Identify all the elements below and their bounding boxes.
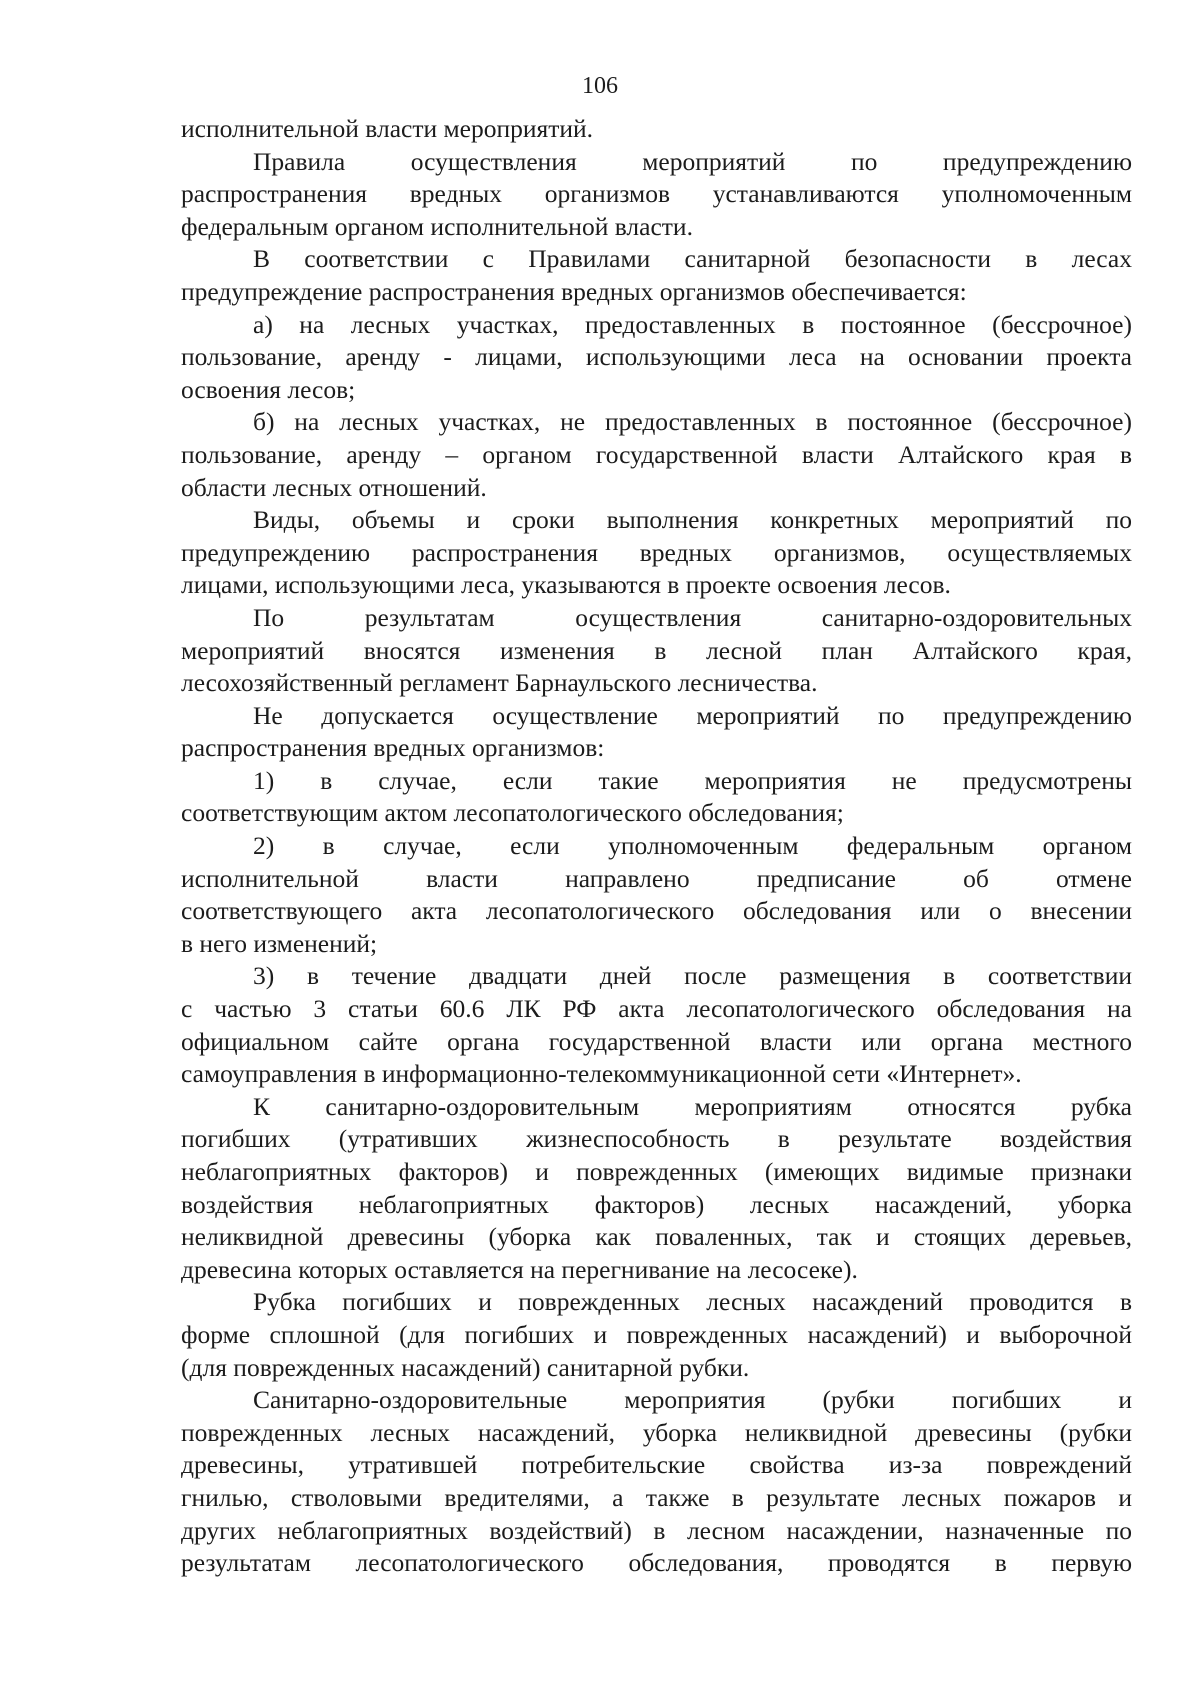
text-line: погибших (утративших жизнеспособность в результате воздействия [181, 1124, 1132, 1154]
text-line: распространения вредных организмов устанавливаются уполномоченным [181, 179, 1132, 209]
text-line: освоения лесов; [181, 374, 356, 404]
text-line: По результатам осуществления санитарно-оздоровительных [253, 602, 1132, 632]
text-line: 3) в течение двадцати дней после размещения в соответствии [253, 961, 1132, 991]
text-line: Санитарно-оздоровительные мероприятия (рубки погибших и [253, 1385, 1132, 1415]
text-line: форме сплошной (для погибших и поврежденных насаждений) и выборочной [181, 1319, 1132, 1349]
text-line: соответствующим актом лесопатологического обследования; [181, 798, 844, 828]
text-line: 1) в случае, если такие мероприятия не предусмотрены [253, 765, 1132, 795]
text-line: самоуправления в информационно-телекоммуникационной сети «Интернет». [181, 1059, 1022, 1089]
text-line: а) на лесных участках, предоставленных в постоянное (бессрочное) [253, 309, 1132, 339]
text-line: области лесных отношений. [181, 472, 487, 502]
text-line: в него изменений; [181, 928, 378, 958]
page-number: 106 [582, 73, 618, 99]
text-line: К санитарно-оздоровительным мероприятиям относятся рубка [253, 1091, 1132, 1121]
text-line: б) на лесных участках, не предоставленных в постоянное (бессрочное) [253, 407, 1132, 437]
text-line: предупреждению распространения вредных организмов, осуществляемых [181, 537, 1132, 567]
text-line: Рубка погибших и поврежденных лесных насаждений проводится в [253, 1287, 1132, 1317]
text-line: лицами, использующими леса, указываются в проекте освоения лесов. [181, 570, 951, 600]
text-line: древесины, утратившей потребительские свойства из-за повреждений [181, 1450, 1132, 1480]
text-line: исполнительной власти направлено предписание об отмене [181, 863, 1132, 893]
text-line: мероприятий вносятся изменения в лесной план Алтайского края, [181, 635, 1132, 665]
text-line: федеральным органом исполнительной власти. [181, 211, 693, 241]
text-line: пользование, аренду – органом государственной власти Алтайского края в [181, 439, 1132, 469]
text-line: неблагоприятных факторов) и поврежденных (имеющих видимые признаки [181, 1157, 1132, 1186]
text-line: 2) в случае, если уполномоченным федеральным органом [253, 831, 1132, 861]
text-line: Правила осуществления мероприятий по предупреждению [253, 146, 1132, 176]
text-line: гнилью, стволовыми вредителями, а также в результате лесных пожаров и [181, 1482, 1132, 1512]
text-line: древесина которых оставляется на перегнивание на лесосеке). [181, 1254, 858, 1284]
text-line: неликвидной древесины (уборка как поваленных, так и стоящих деревьев, [181, 1222, 1132, 1252]
text-line: пользование, аренду - лицами, использующими леса на основании проекта [181, 342, 1132, 372]
text-line: Виды, объемы и сроки выполнения конкретных мероприятий по [253, 505, 1132, 535]
text-line: В соответствии с Правилами санитарной безопасности в лесах [253, 244, 1132, 274]
text-line: других неблагоприятных воздействий) в лесном насаждении, назначенные по [181, 1515, 1132, 1545]
text-line: официальном сайте органа государственной власти или органа местного [181, 1026, 1132, 1056]
text-line: (для поврежденных насаждений) санитарной рубки. [181, 1352, 750, 1382]
text-line: соответствующего акта лесопатологического обследования или о внесении [181, 896, 1132, 926]
text-line: лесохозяйственный регламент Барнаульского лесничества. [181, 668, 818, 698]
text-line: поврежденных лесных насаждений, уборка неликвидной древесины (рубки [181, 1417, 1132, 1447]
text-line: распространения вредных организмов: [181, 733, 605, 763]
text-line: воздействия неблагоприятных факторов) лесных насаждений, уборка [181, 1189, 1132, 1219]
text-line: предупреждение распространения вредных организмов обеспечивается: [181, 276, 967, 306]
body-text [181, 113, 1132, 1580]
text-line: исполнительной власти мероприятий. [181, 114, 594, 143]
text-line: результатам лесопатологического обследования, проводятся в первую [181, 1548, 1132, 1578]
text-line: Не допускается осуществление мероприятий по предупреждению [253, 700, 1132, 730]
text-line: с частью 3 статьи 60.6 ЛК РФ акта лесопатологического обследования на [181, 994, 1132, 1024]
